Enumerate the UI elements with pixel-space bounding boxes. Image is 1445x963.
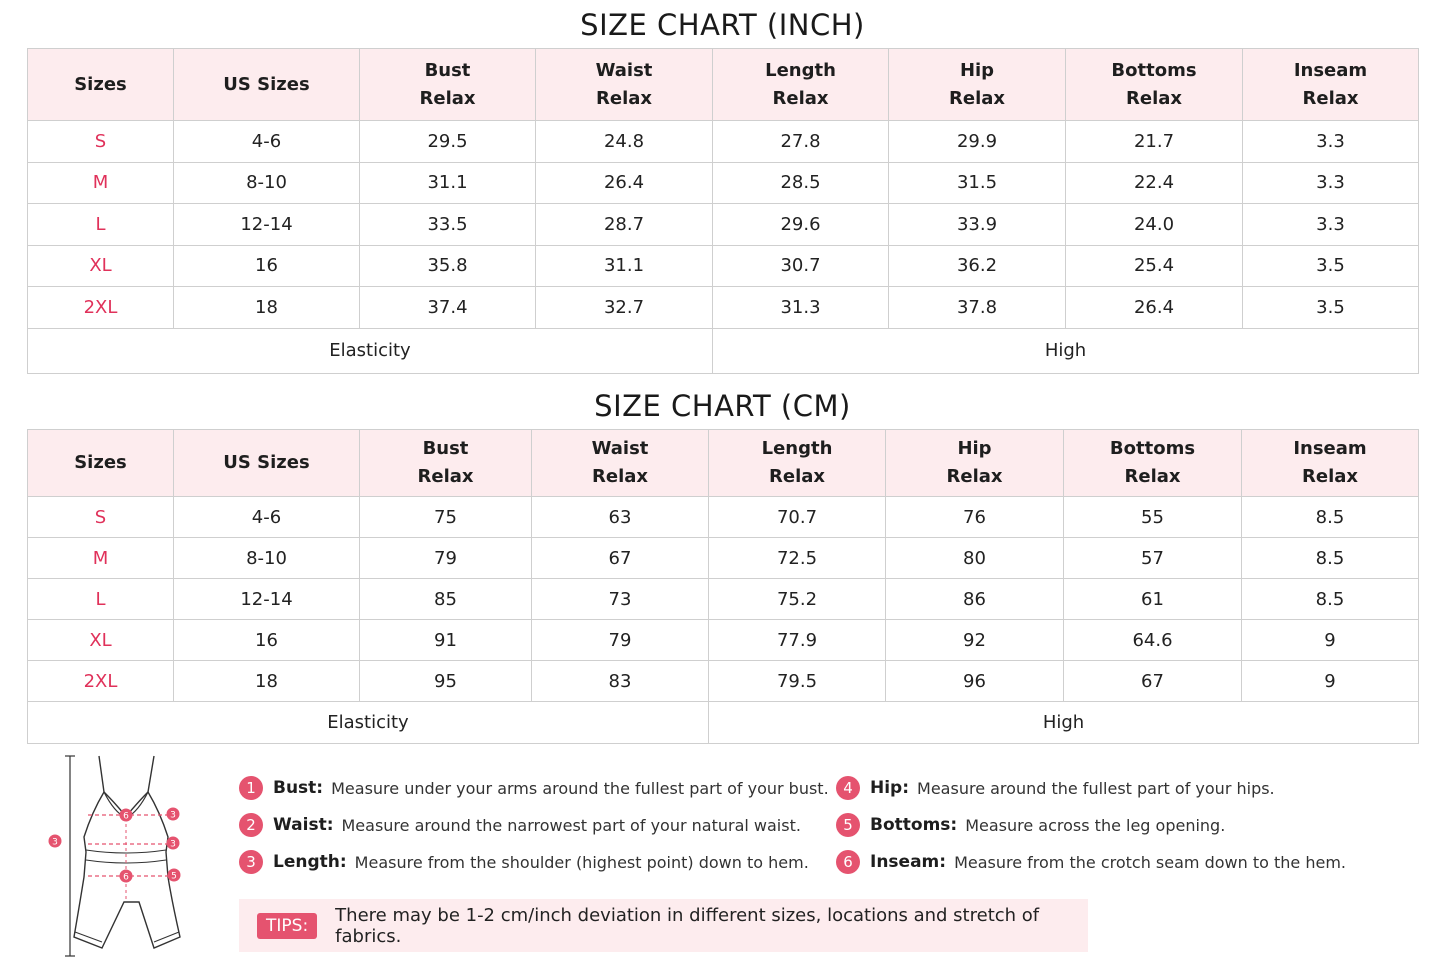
- size-cell: S: [28, 121, 174, 163]
- guide-label: Bottoms:: [870, 815, 958, 835]
- length-cell: 72.5: [709, 538, 886, 579]
- svg-text:3: 3: [52, 837, 58, 848]
- bottoms-cell: 26.4: [1066, 287, 1243, 329]
- size-cell: 2XL: [28, 661, 174, 702]
- waist-cell: 83: [532, 661, 709, 702]
- bust-cell: 75: [360, 497, 532, 538]
- us-size-cell: 4-6: [174, 121, 360, 163]
- hip-cell: 33.9: [889, 204, 1066, 246]
- guide-item-hip: [836, 776, 1275, 800]
- number-badge-icon: 4: [836, 776, 860, 800]
- tips-banner: [239, 899, 1088, 952]
- us-size-cell: 4-6: [174, 497, 360, 538]
- bottoms-cell: 22.4: [1066, 162, 1243, 204]
- elasticity-row: [28, 328, 1419, 373]
- bust-cell: 79: [360, 538, 532, 579]
- table-row: [28, 579, 1419, 620]
- waist-cell: 79: [532, 620, 709, 661]
- elasticity-value: High: [713, 328, 1419, 373]
- hip-cell: 92: [886, 620, 1064, 661]
- header-us-sizes: US Sizes: [174, 49, 360, 121]
- header-sizes: Sizes: [28, 49, 174, 121]
- waist-cell: 26.4: [536, 162, 713, 204]
- header-sizes: Sizes: [28, 430, 174, 497]
- guide-label: Length:: [273, 852, 347, 872]
- guide-item-inseam: [836, 850, 1346, 874]
- header-waist: Waist Relax: [536, 49, 713, 121]
- waist-cell: 24.8: [536, 121, 713, 163]
- length-cell: 30.7: [713, 245, 889, 287]
- table-row: [28, 121, 1419, 163]
- bust-cell: 37.4: [360, 287, 536, 329]
- size-cell: XL: [28, 620, 174, 661]
- waist-cell: 32.7: [536, 287, 713, 329]
- table-row: [28, 162, 1419, 204]
- us-size-cell: 16: [174, 620, 360, 661]
- guide-text: Measure around the narrowest part of your natural waist.: [341, 815, 801, 835]
- table-row: [28, 287, 1419, 329]
- inseam-cell: 9: [1242, 620, 1419, 661]
- waist-cell: 63: [532, 497, 709, 538]
- figure-marker-waist: [167, 837, 180, 850]
- waist-cell: 73: [532, 579, 709, 620]
- header-bust: Bust Relax: [360, 430, 532, 497]
- bottoms-cell: 55: [1064, 497, 1242, 538]
- inseam-cell: 3.5: [1243, 245, 1419, 287]
- svg-text:3: 3: [170, 810, 176, 821]
- table-row: [28, 497, 1419, 538]
- waist-cell: 31.1: [536, 245, 713, 287]
- table-row: [28, 538, 1419, 579]
- elasticity-row: [28, 702, 1419, 744]
- inseam-cell: 8.5: [1242, 579, 1419, 620]
- header-inseam: Inseam Relax: [1243, 49, 1419, 121]
- inch-size-table: [27, 48, 1419, 374]
- bust-cell: 85: [360, 579, 532, 620]
- tips-badge: TIPS:: [257, 913, 317, 939]
- guide-item-bust: [239, 776, 829, 800]
- size-cell: M: [28, 538, 174, 579]
- length-cell: 75.2: [709, 579, 886, 620]
- length-cell: 28.5: [713, 162, 889, 204]
- waist-cell: 28.7: [536, 204, 713, 246]
- inseam-cell: 8.5: [1242, 538, 1419, 579]
- guide-label: Bust:: [273, 778, 324, 798]
- size-cell: S: [28, 497, 174, 538]
- size-cell: XL: [28, 245, 174, 287]
- length-cell: 77.9: [709, 620, 886, 661]
- header-waist: Waist Relax: [532, 430, 709, 497]
- bust-cell: 91: [360, 620, 532, 661]
- bust-cell: 29.5: [360, 121, 536, 163]
- header-inseam: Inseam Relax: [1242, 430, 1419, 497]
- header-us-sizes: US Sizes: [174, 430, 360, 497]
- figure-marker-length: [49, 835, 62, 848]
- number-badge-icon: 5: [836, 813, 860, 837]
- inseam-cell: 9: [1242, 661, 1419, 702]
- us-size-cell: 8-10: [174, 538, 360, 579]
- elasticity-label: Elasticity: [28, 702, 709, 744]
- size-cell: M: [28, 162, 174, 204]
- elasticity-value: High: [709, 702, 1419, 744]
- bust-cell: 33.5: [360, 204, 536, 246]
- svg-text:3: 3: [170, 839, 176, 850]
- header-bottoms: Bottoms Relax: [1066, 49, 1243, 121]
- inseam-cell: 3.3: [1243, 162, 1419, 204]
- figure-marker-hip: [168, 869, 181, 882]
- inseam-cell: 3.5: [1243, 287, 1419, 329]
- guide-text: Measure under your arms around the fullest part of your bust.: [331, 778, 829, 798]
- tips-text: There may be 1-2 cm/inch deviation in different sizes, locations and stretch of fabrics.: [335, 904, 1040, 947]
- number-badge-icon: 3: [239, 850, 263, 874]
- length-cell: 70.7: [709, 497, 886, 538]
- hip-cell: 80: [886, 538, 1064, 579]
- us-size-cell: 16: [174, 245, 360, 287]
- figure-marker-inseam-top: [120, 809, 133, 822]
- size-cell: 2XL: [28, 287, 174, 329]
- table-row: [28, 620, 1419, 661]
- figure-marker-bust: [167, 808, 180, 821]
- length-cell: 27.8: [713, 121, 889, 163]
- svg-text:5: 5: [171, 871, 177, 882]
- header-bust: Bust Relax: [360, 49, 536, 121]
- bottoms-cell: 24.0: [1066, 204, 1243, 246]
- bust-cell: 95: [360, 661, 532, 702]
- table-header-row: [28, 430, 1419, 497]
- us-size-cell: 18: [174, 661, 360, 702]
- figure-marker-inseam: [120, 870, 133, 883]
- bust-cell: 31.1: [360, 162, 536, 204]
- number-badge-icon: 2: [239, 813, 263, 837]
- waist-cell: 67: [532, 538, 709, 579]
- length-cell: 79.5: [709, 661, 886, 702]
- hip-cell: 86: [886, 579, 1064, 620]
- bottoms-cell: 64.6: [1064, 620, 1242, 661]
- guide-label: Waist:: [273, 815, 334, 835]
- header-hip: Hip Relax: [886, 430, 1064, 497]
- guide-item-length: [239, 850, 809, 874]
- length-cell: 29.6: [713, 204, 889, 246]
- table-row: [28, 245, 1419, 287]
- number-badge-icon: 1: [239, 776, 263, 800]
- elasticity-label: Elasticity: [28, 328, 713, 373]
- header-bottoms: Bottoms Relax: [1064, 430, 1242, 497]
- guide-text: Measure across the leg opening.: [965, 815, 1226, 835]
- bottoms-cell: 57: [1064, 538, 1242, 579]
- inch-chart-title: SIZE CHART (INCH): [580, 8, 865, 42]
- bust-cell: 35.8: [360, 245, 536, 287]
- inseam-cell: 8.5: [1242, 497, 1419, 538]
- hip-cell: 36.2: [889, 245, 1066, 287]
- bottoms-cell: 25.4: [1066, 245, 1243, 287]
- guide-label: Hip:: [870, 778, 910, 798]
- us-size-cell: 18: [174, 287, 360, 329]
- header-length: Length Relax: [713, 49, 889, 121]
- length-cell: 31.3: [713, 287, 889, 329]
- us-size-cell: 8-10: [174, 162, 360, 204]
- hip-cell: 29.9: [889, 121, 1066, 163]
- inseam-cell: 3.3: [1243, 204, 1419, 246]
- cm-chart-title: SIZE CHART (CM): [594, 389, 851, 423]
- bottoms-cell: 67: [1064, 661, 1242, 702]
- hip-cell: 37.8: [889, 287, 1066, 329]
- guide-label: Inseam:: [870, 852, 947, 872]
- size-cell: L: [28, 204, 174, 246]
- table-row: [28, 204, 1419, 246]
- header-hip: Hip Relax: [889, 49, 1066, 121]
- svg-text:6: 6: [123, 811, 129, 822]
- us-size-cell: 12-14: [174, 204, 360, 246]
- guide-text: Measure around the fullest part of your hips.: [917, 778, 1275, 798]
- table-header-row: [28, 49, 1419, 121]
- svg-text:6: 6: [123, 872, 129, 883]
- guide-text: Measure from the shoulder (highest point) down to hem.: [354, 852, 809, 872]
- hip-cell: 76: [886, 497, 1064, 538]
- inseam-cell: 3.3: [1243, 121, 1419, 163]
- size-cell: L: [28, 579, 174, 620]
- bottoms-cell: 61: [1064, 579, 1242, 620]
- bottoms-cell: 21.7: [1066, 121, 1243, 163]
- hip-cell: 31.5: [889, 162, 1066, 204]
- header-length: Length Relax: [709, 430, 886, 497]
- cm-size-table: [27, 429, 1419, 744]
- us-size-cell: 12-14: [174, 579, 360, 620]
- table-row: [28, 661, 1419, 702]
- guide-item-waist: [239, 813, 801, 837]
- guide-item-bottoms: [836, 813, 1225, 837]
- guide-text: Measure from the crotch seam down to the hem.: [954, 852, 1346, 872]
- number-badge-icon: 6: [836, 850, 860, 874]
- hip-cell: 96: [886, 661, 1064, 702]
- romper-figure-illustration: [44, 752, 194, 960]
